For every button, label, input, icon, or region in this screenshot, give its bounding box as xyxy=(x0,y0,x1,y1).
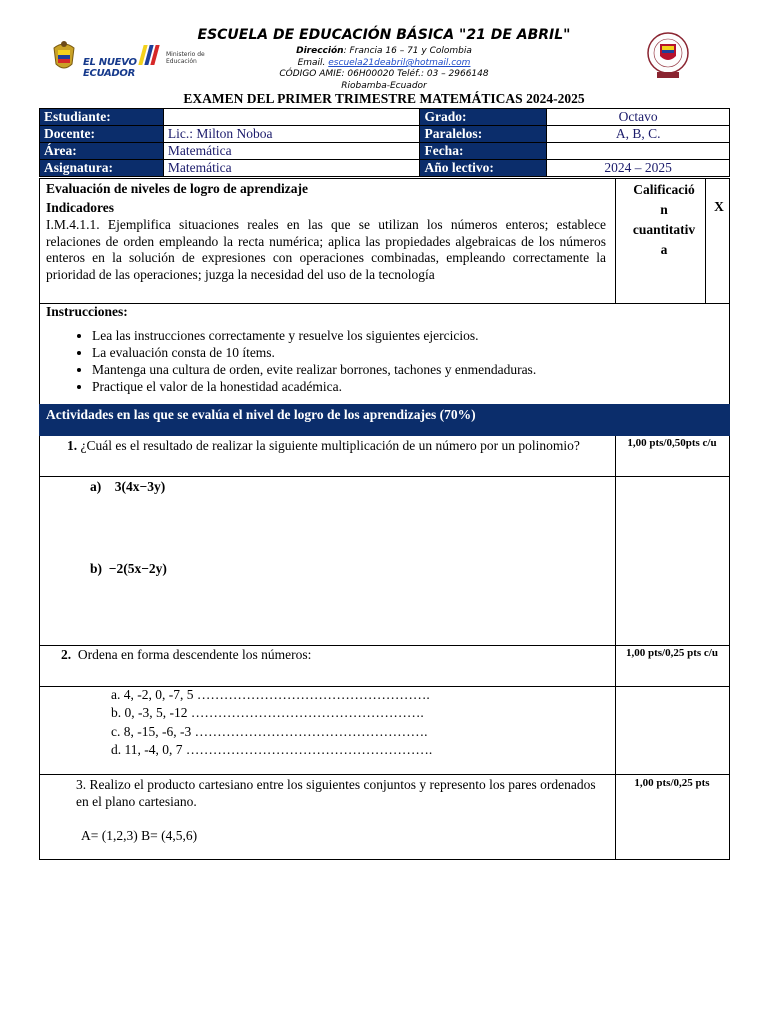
address: : Francia 16 – 71 y Colombia xyxy=(343,46,472,56)
subject-label: Asignatura: xyxy=(40,160,164,177)
ministry-text: Ministerio de Educación xyxy=(166,51,205,65)
question-1 xyxy=(67,437,587,454)
question-number: 1. xyxy=(67,438,78,453)
indicators-label: Indicadores xyxy=(46,200,115,215)
teacher-label: Docente: xyxy=(40,126,164,143)
question-text: ¿Cuál es el resultado de realizar la siguiente multiplicación de un número por un polinomio? xyxy=(80,438,580,453)
brand-wordmark xyxy=(83,45,165,79)
email-link[interactable]: escuela21deabril@hotmail.com xyxy=(328,58,471,68)
address-label: Dirección xyxy=(296,46,344,56)
evaluation-section xyxy=(39,178,730,304)
school-crest-icon xyxy=(640,32,702,82)
grade-col-line: cuantitativ xyxy=(632,222,696,237)
year-label: Año lectivo: xyxy=(420,160,547,177)
list-item: d. 11, -4, 0, 7 ………………………………………………. xyxy=(111,741,433,757)
teacher-value: Lic.: Milton Noboa xyxy=(163,126,420,143)
school-crest xyxy=(640,32,702,82)
email-label: Email. xyxy=(297,58,329,68)
option-label: b) xyxy=(90,561,103,576)
question-2-points: 1,00 pts/0,25 pts c/u xyxy=(626,647,718,659)
evaluation-title: Evaluación de niveles de logro de aprendizaje xyxy=(46,181,309,196)
sets-definition: A= (1,2,3) B= (4,5,6) xyxy=(81,828,198,843)
document-header xyxy=(0,0,768,108)
question-1-points: 1,00 pts/0,50pts c/u xyxy=(627,437,717,449)
table-row xyxy=(40,143,730,160)
question-3: 3. Realizo el producto cartesiano entre los siguientes conjuntos y represento los pares ordenados en el plano cartesiano. xyxy=(76,777,596,809)
ministry-logo xyxy=(50,40,210,79)
list-item: • La evaluación consta de 10 ítems. xyxy=(92,344,536,361)
ordering-list xyxy=(111,686,432,759)
option-expression: −2(5x−2y) xyxy=(108,561,167,576)
date-field[interactable] xyxy=(547,143,730,160)
student-field[interactable] xyxy=(163,109,420,126)
question-text: Ordena en forma descendente los números: xyxy=(77,647,312,662)
instructions-list xyxy=(70,327,536,395)
table-row xyxy=(40,126,730,143)
list-item: • Lea las instrucciones correctamente y resuelve los siguientes ejercicios. xyxy=(92,327,536,344)
option-label: a) xyxy=(90,479,102,494)
activities-header: Actividades en las que se evalúa el nivel de logro de los aprendizajes (70%) xyxy=(39,404,730,436)
table-row xyxy=(40,109,730,126)
parallels-label: Paralelos: xyxy=(420,126,547,143)
area-value: Matemática xyxy=(163,143,420,160)
student-info-table xyxy=(39,108,730,177)
school-name: ESCUELA DE EDUCACIÓN BÁSICA "21 DE ABRIL" xyxy=(197,27,571,43)
list-item: a. 4, -2, 0, -7, 5 ……………………………………………. xyxy=(111,687,430,702)
question-2 xyxy=(61,646,581,663)
indicator-text: I.M.4.1.1. Ejemplifica situaciones reales en las que se utilizan los números enteros; establece relaciones de orden empleando la recta numérica; aplica las propiedades algebraicas de los números enteros en la solución de expresiones con operaciones combinadas, empleando correctamente la prioridad de las operaciones; juzga la necesidad del uso de la tecnología xyxy=(46,217,606,282)
grade-col-line: a xyxy=(660,242,668,257)
questions-section xyxy=(39,436,730,860)
grade-value: Octavo xyxy=(547,109,730,126)
student-label: Estudiante: xyxy=(40,109,164,126)
grade-mark: X xyxy=(714,199,724,214)
year-value: 2024 – 2025 xyxy=(547,160,730,177)
subject-value: Matemática xyxy=(163,160,420,177)
question-number: 2. xyxy=(61,647,72,662)
list-item: b. 0, -3, 5, -12 ……………………………………………. xyxy=(111,705,424,721)
instructions-section xyxy=(39,303,730,405)
list-item: c. 8, -15, -6, -3 ……………………………………………. xyxy=(111,723,428,739)
amie-line: CÓDIGO AMIE: 06H00020 Teléf.: 03 – 2966148 xyxy=(279,69,489,79)
parallels-value: A, B, C. xyxy=(547,126,730,143)
city-line: Riobamba-Ecuador xyxy=(341,81,427,91)
option-expression: 3(4x−3y) xyxy=(114,479,166,494)
table-row xyxy=(40,160,730,177)
list-item: • Practique el valor de la honestidad académica. xyxy=(92,378,536,395)
area-label: Área: xyxy=(40,143,164,160)
date-label: Fecha: xyxy=(420,143,547,160)
option-b xyxy=(90,561,167,577)
grade-column-header xyxy=(618,179,710,260)
instructions-title: Instrucciones: xyxy=(46,304,128,319)
question-3-points: 1,00 pts/0,25 pts xyxy=(634,777,710,789)
brand-text: EL NUEVO ECUADOR xyxy=(83,57,137,79)
exam-title: EXAMEN DEL PRIMER TRIMESTRE MATEMÁTICAS 2024-2025 xyxy=(183,91,585,106)
grade-col-line: n xyxy=(660,202,668,217)
grade-label: Grado: xyxy=(420,109,547,126)
list-item: • Mantenga una cultura de orden, evite realizar borrones, tachones y enmendaduras. xyxy=(92,361,536,378)
option-a xyxy=(90,479,165,495)
grade-col-line: Calificació xyxy=(633,182,695,197)
